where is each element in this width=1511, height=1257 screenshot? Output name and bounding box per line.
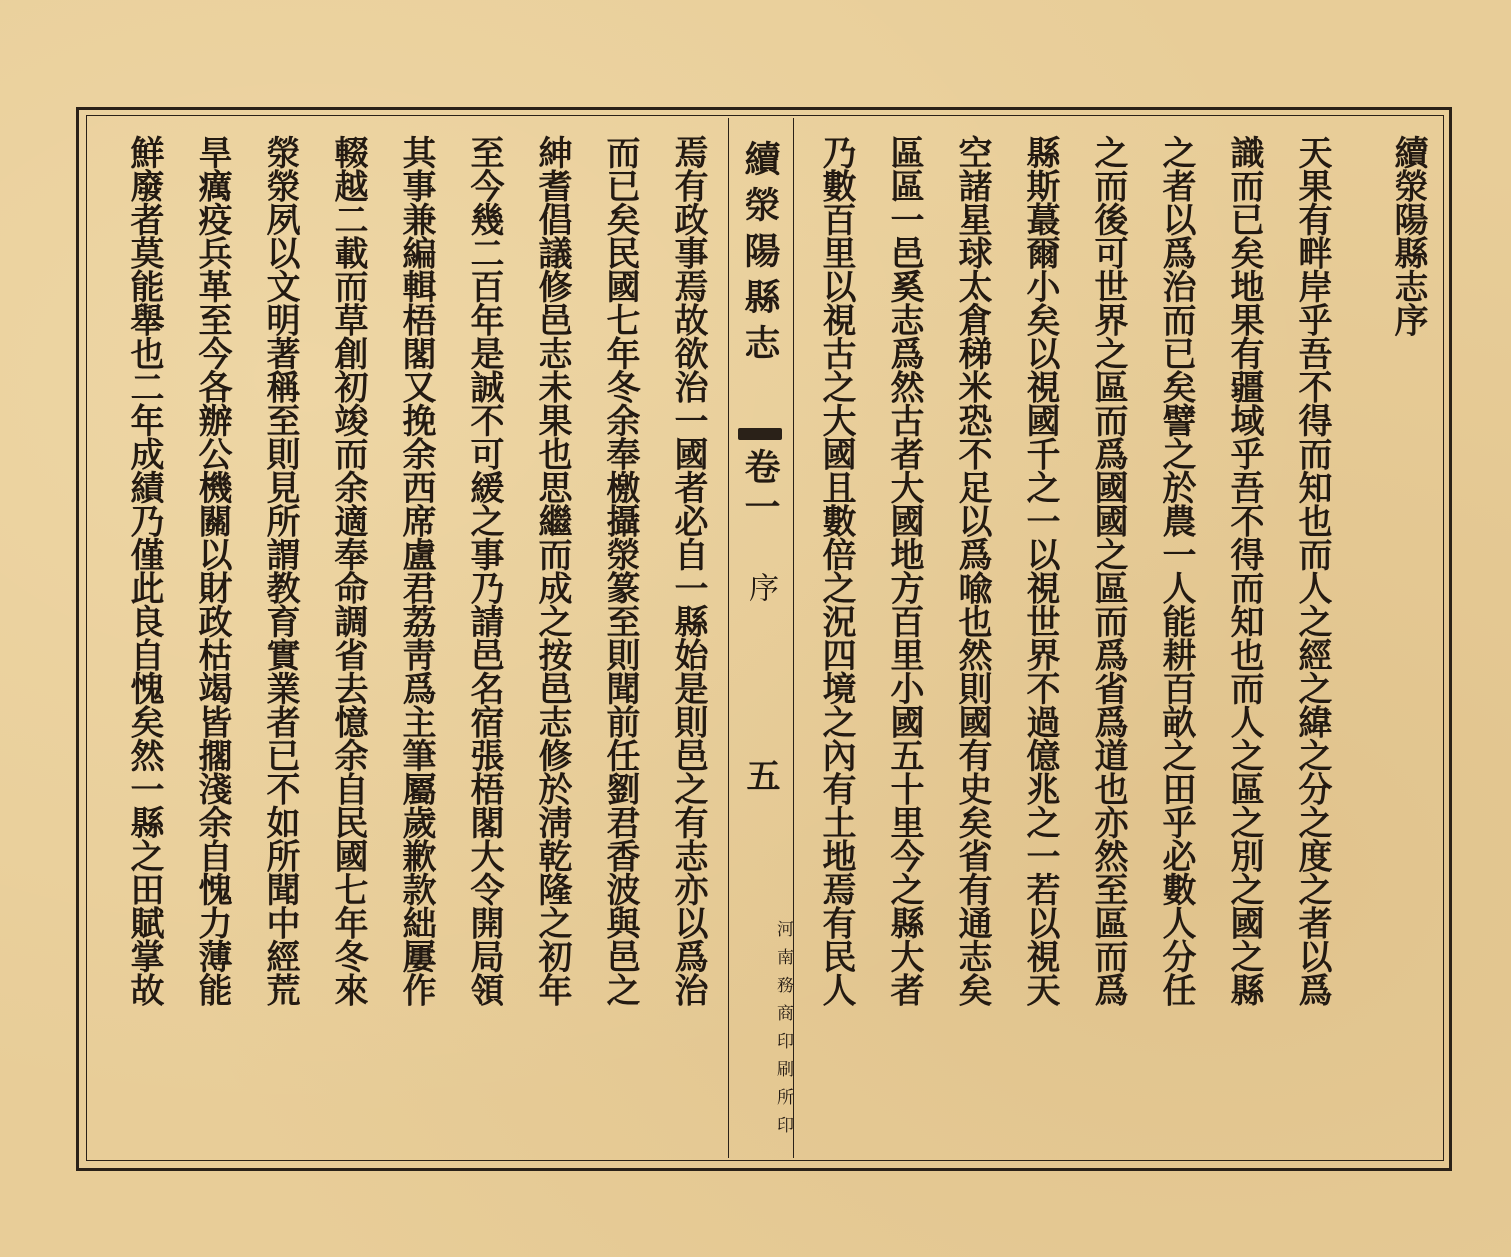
- text-column: 旱癘疫兵革至今各辦公機關以財政枯竭皆擱淺余自愧力薄能: [192, 135, 232, 1006]
- text-column: 滎滎夙以文明著稱至則見所謂教育實業者已不如所聞中經荒: [260, 135, 300, 1006]
- spine-section: 序: [743, 572, 778, 602]
- text-column: 輟越二載而草創初竣而余適奉命調省去憶余自民國七年冬來: [328, 135, 368, 1006]
- text-column: 鮮廢者莫能舉也二年成績乃僅此良自愧矣然一縣之田賦掌故: [124, 135, 164, 1006]
- spine-fishtail-mark: [738, 428, 782, 440]
- printer-imprint: 河南務商印刷所印: [773, 920, 793, 1144]
- text-column: 縣斯蕞爾小矣以視國千之一以視世界不過億兆之一若以視天: [1020, 135, 1060, 1006]
- text-column: 之而後可世界之區而爲國國之區而爲省爲道也亦然至區而爲: [1088, 135, 1128, 1006]
- spine-page-number: 五: [740, 758, 780, 792]
- text-column: 天果有畔岸乎吾不得而知也而人之經之緯之分之度之者以爲: [1292, 135, 1332, 1006]
- text-column: 其事兼編輯梧閣又挽余西席盧君荔靑爲主筆屬歲歉款絀屢作: [396, 135, 436, 1006]
- text-column: 而已矣民國七年冬余奉檄攝滎篆至則聞前任劉君香波與邑之: [600, 135, 640, 1006]
- text-column: 區區一邑奚志爲然古者大國地方百里小國五十里今之縣大者: [884, 135, 924, 1006]
- spine-volume: 卷一: [739, 448, 781, 528]
- text-column: 乃數百里以視古之大國且數倍之況四境之內有土地焉有民人: [816, 135, 856, 1006]
- text-column: 識而已矣地果有疆域乎吾不得而知也而人之區之別之國之縣: [1224, 135, 1264, 1006]
- preface-title: 續滎陽縣志序: [1388, 135, 1428, 336]
- spine-book-title: 續滎陽縣志: [739, 140, 781, 370]
- text-column: 至今幾二百年是誠不可緩之事乃請邑名宿張梧閣大令開局領: [464, 135, 504, 1006]
- text-column: 之者以爲治而已矣譬之於農一人能耕百畝之田乎必數人分任: [1156, 135, 1196, 1006]
- text-column: 紳耆倡議修邑志未果也思繼而成之按邑志修於淸乾隆之初年: [532, 135, 572, 1006]
- text-column: 空諸星球太倉稊米恐不足以爲喩也然則國有史矣省有通志矣: [952, 135, 992, 1006]
- text-column: 焉有政事焉故欲治一國者必自一縣始是則邑之有志亦以爲治: [668, 135, 708, 1006]
